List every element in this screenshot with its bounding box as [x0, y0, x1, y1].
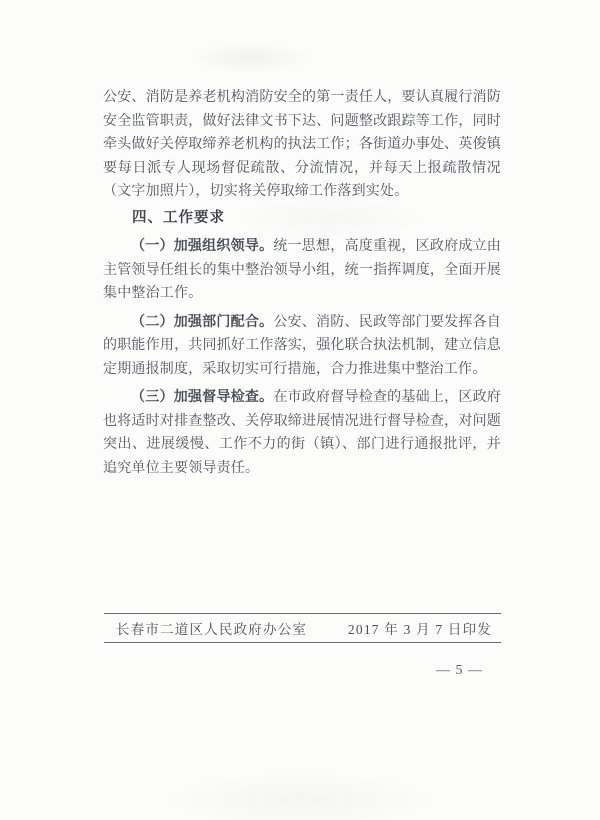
- item-3-body: 在市政府督导检查的基础上，区政府也将适时对排查整改、关停取缔进展情况进行督导检查，对问题突出、进展缓慢、工作不力的街（镇）、部门进行通报批评，并追究单位主要领导责任。: [103, 390, 502, 476]
- page-number: — 5 —: [436, 663, 483, 678]
- paragraph-item-1: [103, 235, 501, 306]
- item-3-lead: （三）加强督导检查。: [131, 390, 274, 405]
- item-2-body: 公安、消防、民政等部门要发挥各自的职能作用，共同抓好工作落实，强化联合执法机制，建立信息定期通报制度，采取切实可行措施，合力推进集中整治工作。: [103, 314, 502, 377]
- issuing-office: 长春市二道区人民政府办公室: [116, 622, 308, 637]
- paragraph-item-2: [103, 311, 501, 382]
- item-1-lead: （一）加强组织领导。: [131, 239, 274, 254]
- item-1-body: 统一思想，高度重视，区政府成立由主管领导任组长的集中整治领导小组，统一指挥调度，全面开展集中整治工作。: [103, 239, 502, 301]
- item-2-lead: （二）加强部门配合。: [131, 314, 274, 330]
- paragraph-item-3: [103, 386, 501, 480]
- colophon-bar: [104, 613, 501, 643]
- document-body: [103, 86, 501, 480]
- paragraph-continued: 公安、消防是养老机构消防安全的第一责任人，要认真履行消防安全监管职责，做好法律文书下达、问题整改跟踪等工作，同时牵头做好关停取缔养老机构的执法工作；各街道办事处、英俊镇要每日派专人现场督促疏散、分流情况，并每天上报疏散情况（文字加照片），切实将关停取缔工作落到实处。: [103, 90, 501, 199]
- print-date: 2017 年 3 月 7 日印发: [347, 622, 492, 637]
- section-heading: 四、工作要求: [132, 209, 225, 226]
